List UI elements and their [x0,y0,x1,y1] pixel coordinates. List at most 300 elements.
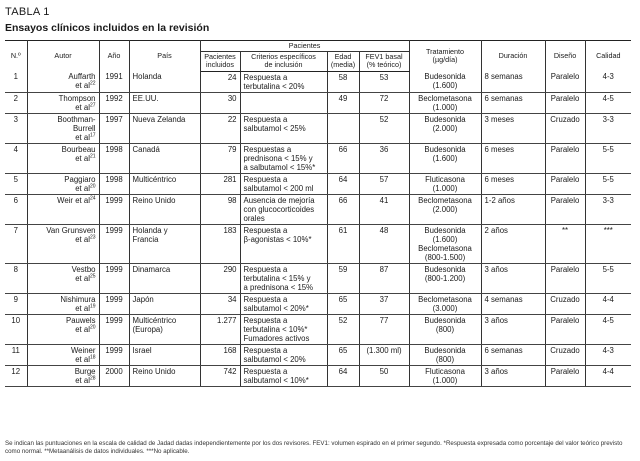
cell-fev1: 48 [359,224,409,263]
tratamiento-line: Beclometasona [418,294,472,304]
criterios-line: terbutalina < 10%* [243,324,308,334]
tratamiento-line: Beclometasona [418,195,472,205]
cell-tratamiento [409,344,481,365]
criterios-line: Respuesta a [243,294,288,304]
tratamiento-line: (1.000) [432,375,458,385]
cell-tratamiento [409,173,481,194]
criterios-line: a salbutamol < 15%* [243,162,316,172]
autor-line [31,226,96,235]
cell-tratamiento [409,263,481,293]
cell-tratamiento [409,293,481,314]
cell-edad: 65 [327,293,359,314]
autor-text: Weiner [70,345,96,355]
autor-line [31,235,96,244]
header-incluidos [200,52,240,71]
autor-line [31,72,96,81]
criterios-line: salbutamol < 25% [243,123,306,133]
cell-tratamiento [409,113,481,143]
cell-autor [27,113,99,143]
cell-duracion: 3 meses [481,113,545,143]
autor-line [31,115,96,124]
cell-duracion: 8 semanas [481,71,545,92]
cell-incluidos: 79 [200,143,240,173]
cell-criterios [240,113,327,143]
autor-text: Pauwels [66,315,96,325]
table-row [5,224,631,263]
autor-line [31,355,96,364]
cell-edad [327,113,359,143]
cell-num: 12 [5,365,27,386]
cell-num: 7 [5,224,27,263]
cell-pais [129,92,200,113]
cell-incluidos: 290 [200,263,240,293]
tratamiento-line: (1.600) [432,81,458,91]
autor-text: Thompson [58,93,96,103]
autor-line [31,154,96,163]
pais-line: (Europa) [132,324,163,334]
cell-num: 3 [5,113,27,143]
cell-criterios [240,263,327,293]
criterios-line: Respuesta a [243,315,288,325]
tratamiento-line: (800) [435,324,455,334]
cell-ano: 1999 [99,194,129,224]
cell-ano: 2000 [99,365,129,386]
cell-pais [129,194,200,224]
cell-criterios [240,293,327,314]
header-tratamiento [409,41,481,72]
cell-num: 5 [5,173,27,194]
pais-line: Japón [132,294,154,304]
cell-diseno: Cruzado [545,113,585,143]
reference-number: 21 [89,153,96,160]
autor-line [31,295,96,304]
cell-duracion: 3 años [481,365,545,386]
autor-text: Nishimura [60,294,96,304]
cell-criterios [240,173,327,194]
table-caption: TABLA 1 [5,6,50,18]
autor-text: et al [75,273,90,283]
table-body [5,71,631,386]
criterios-line: con glucocorticoides [243,204,315,214]
tratamiento-line: Budesonida [424,225,466,235]
criterios-line: Respuesta a [243,225,288,235]
autor-text: et al [75,354,90,364]
cell-num: 6 [5,194,27,224]
cell-pais [129,314,200,344]
reference-number: 17 [89,132,96,139]
pais-line: Multicéntrico [132,174,177,184]
cell-fev1: 57 [359,173,409,194]
cell-num: 9 [5,293,27,314]
reference-number: 27 [89,102,96,109]
autor-text: Weir et al [57,195,90,205]
cell-duracion: 6 semanas [481,344,545,365]
clinical-trials-table [5,40,631,387]
criterios-line: Respuesta a [243,114,288,124]
cell-incluidos: 183 [200,224,240,263]
cell-calidad: 4-4 [585,293,631,314]
cell-diseno: Cruzado [545,293,585,314]
autor-line [31,196,96,205]
autor-line [31,103,96,112]
criterios-line: Respuesta a [243,264,288,274]
cell-fev1: 36 [359,143,409,173]
cell-criterios [240,314,327,344]
cell-fev1: 77 [359,314,409,344]
header-fev1-line2: (% teórico) [366,60,402,70]
table-row [5,173,631,194]
criterios-line: salbutamol < 20% [243,354,306,364]
autor-line [31,304,96,313]
cell-pais [129,293,200,314]
tratamiento-line: (1.600) [432,234,458,244]
cell-criterios [240,92,327,113]
cell-incluidos: 168 [200,344,240,365]
tratamiento-line: (2.000) [432,204,458,214]
header-duracion: Duración [481,41,545,72]
cell-diseno: Paralelo [545,71,585,92]
cell-fev1: 50 [359,365,409,386]
criterios-line: Respuesta a [243,366,288,376]
autor-text: et al [75,153,90,163]
cell-autor [27,224,99,263]
cell-pais [129,143,200,173]
header-calidad: Calidad [585,41,631,72]
header-edad-line1: Edad [334,52,352,62]
cell-incluidos: 742 [200,365,240,386]
tratamiento-line: (3.000) [432,303,458,313]
table-row [5,92,631,113]
cell-fev1: 37 [359,293,409,314]
autor-text: et al [75,375,90,385]
cell-edad: 66 [327,194,359,224]
header-fev1-line1: FEV1 basal [365,52,403,62]
criterios-line: a prednisona < 15% [243,282,314,292]
cell-ano: 1992 [99,92,129,113]
cell-tratamiento [409,92,481,113]
autor-line [31,274,96,283]
tratamiento-line: Fluticasona [425,366,465,376]
cell-fev1: 41 [359,194,409,224]
header-ano: Año [99,41,129,72]
cell-edad: 49 [327,92,359,113]
reference-number: 20 [89,324,96,331]
tratamiento-line: (800-1.200) [424,273,466,283]
cell-duracion: 6 meses [481,143,545,173]
cell-autor [27,194,99,224]
cell-diseno: Paralelo [545,365,585,386]
autor-text: Paggiaro [64,174,96,184]
cell-num: 2 [5,92,27,113]
table-title: Ensayos clínicos incluidos en la revisión [5,22,210,34]
tratamiento-line: Beclometasona [418,243,472,253]
cell-calidad: 5-5 [585,263,631,293]
cell-num: 1 [5,71,27,92]
autor-line [31,145,96,154]
cell-ano: 1999 [99,224,129,263]
header-criterios-line1: Criterios específicos [251,52,316,62]
cell-diseno: ** [545,224,585,263]
header-autor: Autor [27,41,99,72]
cell-ano: 1991 [99,71,129,92]
tratamiento-line: Budesonida [424,72,466,82]
autor-line [31,265,96,274]
autor-line [31,376,96,385]
cell-autor [27,263,99,293]
cell-autor [27,314,99,344]
table-row [5,365,631,386]
autor-text: Burge [74,366,96,376]
criterios-line: salbutamol < 20%* [243,303,309,313]
cell-fev1: 53 [359,71,409,92]
cell-criterios [240,365,327,386]
autor-text: Boothman- [57,114,96,124]
cell-tratamiento [409,71,481,92]
criterios-line: salbutamol < 200 ml [243,183,314,193]
header-tratamiento-line2: (µg/día) [432,55,458,65]
cell-autor [27,92,99,113]
cell-autor [27,71,99,92]
cell-pais [129,224,200,263]
cell-fev1: 52 [359,113,409,143]
tratamiento-line: Budesonida [424,345,466,355]
table-row [5,314,631,344]
header-num: N.º [5,41,27,72]
cell-calidad: 4-5 [585,92,631,113]
cell-diseno: Paralelo [545,173,585,194]
cell-edad: 52 [327,314,359,344]
cell-edad: 58 [327,71,359,92]
cell-tratamiento [409,194,481,224]
autor-text: et al [75,324,90,334]
tratamiento-line: Budesonida [424,114,466,124]
cell-criterios [240,143,327,173]
criterios-line: terbutalina < 15% y [243,273,311,283]
cell-criterios [240,344,327,365]
criterios-line: orales [243,213,265,223]
table-footnote: Se indican las puntuaciones en la escala de calidad de Jadad dadas independientemente por los dos revisores. FEV1: volumen espirado en el primer segundo. *Respuesta expresada como porcentaje del valor teórico previsto como normal. **Metaanálisis de datos individuales. ***No aplicable. [5,440,623,455]
criterios-line: prednisona < 15% y [243,153,313,163]
cell-edad: 64 [327,365,359,386]
pais-line: Reino Unido [132,195,176,205]
criterios-line: Respuesta a [243,174,288,184]
header-pais: País [129,41,200,72]
header-criterios [240,52,327,71]
cell-diseno: Paralelo [545,263,585,293]
header-tratamiento-line1: Tratamiento [425,46,465,56]
autor-line [31,94,96,103]
cell-num: 8 [5,263,27,293]
autor-line [31,316,96,325]
autor-line [31,184,96,193]
cell-calidad: 4-3 [585,71,631,92]
cell-incluidos: 98 [200,194,240,224]
cell-num: 10 [5,314,27,344]
cell-calidad: 5-5 [585,173,631,194]
tratamiento-line: Budesonida [424,315,466,325]
cell-calidad: 4-5 [585,314,631,344]
table-row [5,344,631,365]
cell-pais [129,173,200,194]
criterios-line: β-agonistas < 10%* [243,234,312,244]
cell-diseno: Cruzado [545,344,585,365]
tratamiento-line: (800-1.500) [424,252,466,262]
cell-duracion: 3 años [481,263,545,293]
header-fev1 [359,52,409,71]
pais-line: Francia [132,234,159,244]
autor-line [31,325,96,334]
autor-text: et al [75,183,90,193]
cell-diseno: Paralelo [545,194,585,224]
cell-ano: 1999 [99,314,129,344]
reference-number: 28 [89,375,96,382]
header-diseno: Diseño [545,41,585,72]
reference-number: 18 [89,354,96,361]
criterios-line: Ausencia de mejoría [243,195,315,205]
cell-edad: 59 [327,263,359,293]
cell-diseno: Paralelo [545,314,585,344]
cell-incluidos: 30 [200,92,240,113]
tratamiento-line: Beclometasona [418,93,472,103]
tratamiento-line: (800) [435,354,455,364]
cell-fev1: 87 [359,263,409,293]
cell-fev1: 72 [359,92,409,113]
cell-incluidos: 24 [200,71,240,92]
criterios-line: Respuesta a [243,345,288,355]
pais-line: Dinamarca [132,264,171,274]
cell-calidad: 5-5 [585,143,631,173]
cell-criterios [240,194,327,224]
cell-criterios [240,71,327,92]
cell-duracion: 4 semanas [481,293,545,314]
reference-number: 19 [89,303,96,310]
tratamiento-line: (2.000) [432,123,458,133]
cell-pais [129,71,200,92]
cell-pais [129,344,200,365]
cell-duracion: 3 años [481,314,545,344]
criterios-line: salbutamol < 10%* [243,375,309,385]
cell-autor [27,344,99,365]
cell-ano: 1997 [99,113,129,143]
pais-line: Reino Unido [132,366,176,376]
tratamiento-line: Fluticasona [425,174,465,184]
autor-line [31,124,96,133]
cell-calidad: 4-4 [585,365,631,386]
cell-calidad: 4-3 [585,344,631,365]
cell-calidad: 3-3 [585,194,631,224]
cell-autor [27,293,99,314]
reference-number: 24 [89,195,96,202]
criterios-line: Fumadores activos [243,333,310,343]
criterios-line: Respuesta a [243,72,288,82]
autor-text: et al [75,102,90,112]
cell-incluidos: 1.277 [200,314,240,344]
tratamiento-line: Budesonida [424,144,466,154]
cell-autor [27,143,99,173]
cell-tratamiento [409,314,481,344]
table-row [5,143,631,173]
autor-line [31,367,96,376]
autor-line [31,175,96,184]
cell-autor [27,173,99,194]
autor-line [31,346,96,355]
pais-line: Nueva Zelanda [132,114,186,124]
pais-line: Holanda [132,72,162,82]
tratamiento-line: Budesonida [424,264,466,274]
autor-text: et al [75,303,90,313]
reference-number: 20 [89,183,96,190]
cell-edad: 66 [327,143,359,173]
cell-criterios [240,224,327,263]
cell-ano: 1999 [99,293,129,314]
criterios-line: Respuestas a [243,144,292,154]
pais-line: Holanda y [132,225,168,235]
cell-calidad: 3-3 [585,113,631,143]
autor-text: Auffarth [68,72,96,82]
pais-line: Multicéntrico [132,315,177,325]
cell-diseno: Paralelo [545,143,585,173]
autor-text: et al [75,132,90,142]
autor-line [31,133,96,142]
header-edad [327,52,359,71]
header-incluidos-line1: Pacientes [204,52,236,62]
cell-edad: 61 [327,224,359,263]
cell-ano: 1998 [99,173,129,194]
cell-autor [27,365,99,386]
autor-text: Bourbeau [61,144,96,154]
cell-num: 4 [5,143,27,173]
cell-ano: 1999 [99,344,129,365]
cell-ano: 1998 [99,143,129,173]
autor-line [31,81,96,90]
cell-pais [129,263,200,293]
cell-calidad: *** [585,224,631,263]
table-row [5,113,631,143]
tratamiento-line: (1.000) [432,183,458,193]
cell-incluidos: 22 [200,113,240,143]
table-row [5,263,631,293]
cell-duracion: 1-2 años [481,194,545,224]
table-row [5,194,631,224]
cell-pais [129,113,200,143]
reference-number: 22 [89,80,96,87]
table-row [5,71,631,92]
header-edad-line2: (media) [330,60,356,70]
cell-incluidos: 281 [200,173,240,194]
header-criterios-line2: de inclusión [264,60,303,70]
header-pacientes-group: Pacientes [200,41,409,52]
autor-text: Van Grunsven [46,225,96,235]
cell-diseno: Paralelo [545,92,585,113]
cell-fev1: (1.300 ml) [359,344,409,365]
tratamiento-line: (1.600) [432,153,458,163]
autor-text: Burrell [72,123,96,133]
header-incluidos-line2: incluidos [206,60,234,70]
autor-text: Vestbo [71,264,96,274]
cell-tratamiento [409,365,481,386]
cell-duracion: 2 años [481,224,545,263]
pais-line: Israel [132,345,152,355]
pais-line: EE.UU. [132,93,159,103]
pais-line: Canadá [132,144,160,154]
cell-tratamiento [409,143,481,173]
cell-duracion: 6 semanas [481,92,545,113]
cell-edad: 64 [327,173,359,194]
table-row [5,293,631,314]
reference-number: 23 [89,234,96,241]
cell-num: 11 [5,344,27,365]
cell-tratamiento [409,224,481,263]
